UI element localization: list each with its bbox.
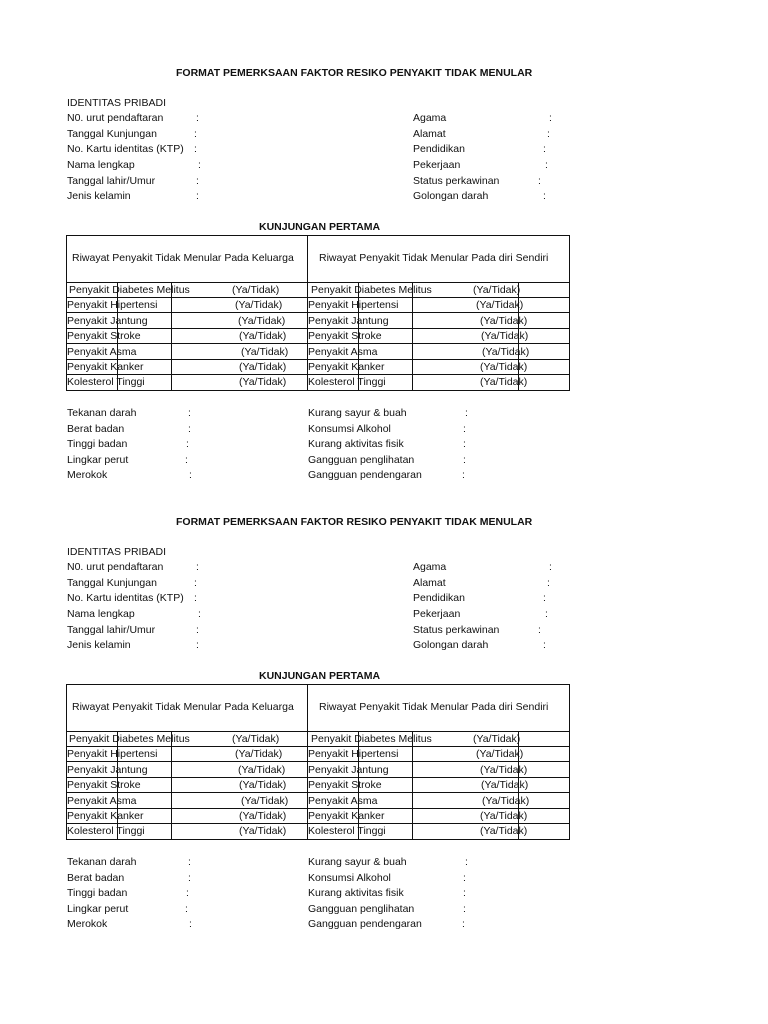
identity-right-label: Agama bbox=[413, 561, 447, 573]
measurement-right-label: Gangguan penglihatan bbox=[308, 454, 415, 466]
family-answer-option: (Ya/Tidak) bbox=[239, 825, 287, 837]
self-disease-label: Penyakit Stroke bbox=[308, 330, 382, 342]
identity-right-label: Status perkawinan bbox=[413, 624, 500, 636]
measurement-left-label: Tinggi badan bbox=[67, 887, 128, 899]
measurement-right-label: Konsumsi Alkohol bbox=[308, 872, 391, 884]
table-border bbox=[569, 235, 570, 391]
identity-left-label: Jenis kelamin bbox=[67, 639, 131, 651]
measurement-left-label: Tekanan darah bbox=[67, 407, 137, 419]
family-answer-option: (Ya/Tidak) bbox=[241, 795, 289, 807]
identity-right-colon: : bbox=[547, 128, 550, 140]
family-answer-option: (Ya/Tidak) bbox=[239, 779, 287, 791]
disease-history-table bbox=[66, 235, 570, 391]
table-divider bbox=[66, 777, 570, 778]
table-divider bbox=[66, 374, 570, 375]
measurement-left-colon: : bbox=[189, 918, 192, 930]
self-answer-option: (Ya/Tidak) bbox=[473, 733, 521, 745]
identity-right-label: Alamat bbox=[413, 577, 446, 589]
identity-left-label: Tanggal Kunjungan bbox=[67, 577, 157, 589]
measurement-right-label: Kurang aktivitas fisik bbox=[308, 438, 404, 450]
family-answer-option: (Ya/Tidak) bbox=[235, 748, 283, 760]
identity-right-label: Status perkawinan bbox=[413, 175, 500, 187]
self-answer-option: (Ya/Tidak) bbox=[480, 810, 528, 822]
family-disease-label: Penyakit Jantung bbox=[67, 315, 148, 327]
table-header-self: Riwayat Penyakit Tidak Menular Pada diri Sendiri bbox=[319, 252, 549, 264]
identity-right-colon: : bbox=[543, 639, 546, 651]
table-border bbox=[66, 684, 570, 685]
identity-right-colon: : bbox=[538, 175, 541, 187]
table-divider bbox=[66, 282, 570, 283]
measurement-left-label: Tekanan darah bbox=[67, 856, 137, 868]
identity-right-colon: : bbox=[543, 592, 546, 604]
measurement-left-colon: : bbox=[188, 872, 191, 884]
table-border bbox=[66, 839, 570, 840]
identity-right-label: Agama bbox=[413, 112, 447, 124]
measurement-left-colon: : bbox=[189, 469, 192, 481]
family-disease-label: Penyakit Asma bbox=[67, 795, 137, 807]
self-disease-label: Penyakit Jantung bbox=[308, 315, 389, 327]
identity-right-label: Pekerjaan bbox=[413, 608, 461, 620]
measurement-right-colon: : bbox=[465, 407, 468, 419]
table-divider bbox=[66, 731, 570, 732]
self-answer-option: (Ya/Tidak) bbox=[473, 284, 521, 296]
family-answer-option: (Ya/Tidak) bbox=[235, 299, 283, 311]
family-disease-label: Penyakit Hipertensi bbox=[67, 748, 158, 760]
family-disease-label: Penyakit Stroke bbox=[67, 330, 141, 342]
measurement-right-colon: : bbox=[463, 438, 466, 450]
table-divider bbox=[66, 343, 570, 344]
family-disease-label: Penyakit Kanker bbox=[67, 361, 144, 373]
measurement-left-colon: : bbox=[188, 856, 191, 868]
identity-left-colon: : bbox=[196, 639, 199, 651]
measurement-right-label: Kurang sayur & buah bbox=[308, 856, 407, 868]
family-answer-option: (Ya/Tidak) bbox=[239, 330, 287, 342]
identity-left-colon: : bbox=[194, 143, 197, 155]
self-answer-option: (Ya/Tidak) bbox=[480, 376, 528, 388]
self-answer-option: (Ya/Tidak) bbox=[476, 748, 524, 760]
measurement-left-label: Merokok bbox=[67, 918, 108, 930]
self-disease-label: Penyakit Diabetes Melitus bbox=[311, 284, 432, 296]
identity-heading: IDENTITAS PRIBADI bbox=[67, 546, 166, 558]
measurement-left-label: Lingkar perut bbox=[67, 454, 129, 466]
family-answer-option: (Ya/Tidak) bbox=[238, 315, 286, 327]
form-2 bbox=[0, 449, 768, 930]
form-1 bbox=[0, 0, 768, 481]
identity-right-colon: : bbox=[549, 112, 552, 124]
measurement-right-colon: : bbox=[463, 903, 466, 915]
self-answer-option: (Ya/Tidak) bbox=[480, 315, 528, 327]
self-disease-label: Penyakit Jantung bbox=[308, 764, 389, 776]
identity-right-label: Pendidikan bbox=[413, 143, 465, 155]
table-divider bbox=[171, 282, 172, 391]
measurement-right-label: Kurang aktivitas fisik bbox=[308, 887, 404, 899]
identity-left-label: Jenis kelamin bbox=[67, 190, 131, 202]
family-disease-label: Kolesterol Tinggi bbox=[67, 376, 145, 388]
identity-left-label: N0. urut pendaftaran bbox=[67, 561, 164, 573]
identity-left-colon: : bbox=[196, 624, 199, 636]
identity-left-colon: : bbox=[198, 608, 201, 620]
identity-left-colon: : bbox=[196, 112, 199, 124]
family-answer-option: (Ya/Tidak) bbox=[239, 810, 287, 822]
identity-right-colon: : bbox=[547, 577, 550, 589]
table-divider bbox=[66, 761, 570, 762]
measurement-right-colon: : bbox=[462, 918, 465, 930]
measurement-left-colon: : bbox=[188, 407, 191, 419]
identity-right-colon: : bbox=[549, 561, 552, 573]
identity-right-label: Pekerjaan bbox=[413, 159, 461, 171]
family-disease-label: Penyakit Asma bbox=[67, 346, 137, 358]
self-disease-label: Kolesterol Tinggi bbox=[308, 376, 386, 388]
measurement-left-colon: : bbox=[186, 887, 189, 899]
identity-right-colon: : bbox=[545, 159, 548, 171]
self-answer-option: (Ya/Tidak) bbox=[482, 346, 530, 358]
table-divider bbox=[66, 808, 570, 809]
identity-left-label: Tanggal lahir/Umur bbox=[67, 624, 156, 636]
identity-left-colon: : bbox=[196, 190, 199, 202]
table-divider bbox=[66, 312, 570, 313]
identity-right-colon: : bbox=[543, 143, 546, 155]
self-disease-label: Kolesterol Tinggi bbox=[308, 825, 386, 837]
measurement-right-label: Gangguan pendengaran bbox=[308, 469, 422, 481]
self-disease-label: Penyakit Kanker bbox=[308, 810, 385, 822]
form-title: FORMAT PEMERKSAAN FAKTOR RESIKO PENYAKIT TIDAK MENULAR bbox=[176, 516, 533, 528]
measurement-left-label: Berat badan bbox=[67, 423, 125, 435]
family-disease-label: Penyakit Kanker bbox=[67, 810, 144, 822]
identity-left-colon: : bbox=[196, 561, 199, 573]
measurement-right-colon: : bbox=[462, 469, 465, 481]
identity-left-label: Tanggal lahir/Umur bbox=[67, 175, 156, 187]
self-disease-label: Penyakit Hipertensi bbox=[308, 748, 399, 760]
measurement-right-label: Konsumsi Alkohol bbox=[308, 423, 391, 435]
self-answer-option: (Ya/Tidak) bbox=[480, 764, 528, 776]
family-disease-label: Penyakit Diabetes Melitus bbox=[69, 733, 190, 745]
family-disease-label: Penyakit Jantung bbox=[67, 764, 148, 776]
identity-right-colon: : bbox=[538, 624, 541, 636]
identity-left-colon: : bbox=[194, 592, 197, 604]
identity-right-colon: : bbox=[543, 190, 546, 202]
family-answer-option: (Ya/Tidak) bbox=[241, 346, 289, 358]
family-answer-option: (Ya/Tidak) bbox=[239, 361, 287, 373]
table-divider bbox=[412, 282, 413, 391]
self-disease-label: Penyakit Asma bbox=[308, 346, 378, 358]
identity-right-label: Golongan darah bbox=[413, 639, 489, 651]
self-disease-label: Penyakit Asma bbox=[308, 795, 378, 807]
family-answer-option: (Ya/Tidak) bbox=[239, 376, 287, 388]
self-answer-option: (Ya/Tidak) bbox=[482, 795, 530, 807]
self-answer-option: (Ya/Tidak) bbox=[476, 299, 524, 311]
self-disease-label: Penyakit Hipertensi bbox=[308, 299, 399, 311]
table-header-family: Riwayat Penyakit Tidak Menular Pada Keluarga bbox=[72, 701, 294, 713]
measurement-left-colon: : bbox=[185, 454, 188, 466]
table-divider bbox=[66, 746, 570, 747]
measurement-left-colon: : bbox=[188, 423, 191, 435]
family-disease-label: Kolesterol Tinggi bbox=[67, 825, 145, 837]
table-border bbox=[66, 390, 570, 391]
identity-left-label: N0. urut pendaftaran bbox=[67, 112, 164, 124]
table-divider bbox=[66, 359, 570, 360]
measurement-left-label: Merokok bbox=[67, 469, 108, 481]
self-answer-option: (Ya/Tidak) bbox=[480, 825, 528, 837]
table-border bbox=[569, 684, 570, 840]
identity-left-colon: : bbox=[194, 128, 197, 140]
identity-left-colon: : bbox=[194, 577, 197, 589]
visit-heading: KUNJUNGAN PERTAMA bbox=[259, 670, 381, 682]
table-divider bbox=[66, 792, 570, 793]
identity-left-label: Nama lengkap bbox=[67, 608, 135, 620]
disease-history-table bbox=[66, 684, 570, 840]
visit-heading: KUNJUNGAN PERTAMA bbox=[259, 221, 381, 233]
identity-right-label: Alamat bbox=[413, 128, 446, 140]
table-header-self: Riwayat Penyakit Tidak Menular Pada diri Sendiri bbox=[319, 701, 549, 713]
self-answer-option: (Ya/Tidak) bbox=[481, 779, 529, 791]
family-disease-label: Penyakit Hipertensi bbox=[67, 299, 158, 311]
family-disease-label: Penyakit Diabetes Melitus bbox=[69, 284, 190, 296]
measurement-left-colon: : bbox=[186, 438, 189, 450]
identity-left-label: No. Kartu identitas (KTP) bbox=[67, 592, 184, 604]
measurement-right-colon: : bbox=[463, 454, 466, 466]
self-disease-label: Penyakit Kanker bbox=[308, 361, 385, 373]
family-disease-label: Penyakit Stroke bbox=[67, 779, 141, 791]
identity-left-label: Tanggal Kunjungan bbox=[67, 128, 157, 140]
measurement-left-label: Lingkar perut bbox=[67, 903, 129, 915]
table-divider bbox=[171, 731, 172, 840]
table-divider bbox=[66, 823, 570, 824]
measurement-right-colon: : bbox=[463, 423, 466, 435]
table-divider bbox=[412, 731, 413, 840]
identity-right-label: Golongan darah bbox=[413, 190, 489, 202]
identity-left-colon: : bbox=[196, 175, 199, 187]
identity-heading: IDENTITAS PRIBADI bbox=[67, 97, 166, 109]
measurement-right-label: Gangguan pendengaran bbox=[308, 918, 422, 930]
measurement-right-label: Gangguan penglihatan bbox=[308, 903, 415, 915]
identity-right-colon: : bbox=[545, 608, 548, 620]
measurement-left-label: Berat badan bbox=[67, 872, 125, 884]
self-disease-label: Penyakit Stroke bbox=[308, 779, 382, 791]
self-disease-label: Penyakit Diabetes Melitus bbox=[311, 733, 432, 745]
family-answer-option: (Ya/Tidak) bbox=[238, 764, 286, 776]
table-border bbox=[66, 235, 570, 236]
identity-left-label: No. Kartu identitas (KTP) bbox=[67, 143, 184, 155]
self-answer-option: (Ya/Tidak) bbox=[480, 361, 528, 373]
identity-left-label: Nama lengkap bbox=[67, 159, 135, 171]
measurement-left-label: Tinggi badan bbox=[67, 438, 128, 450]
table-divider bbox=[66, 328, 570, 329]
family-answer-option: (Ya/Tidak) bbox=[232, 284, 280, 296]
self-answer-option: (Ya/Tidak) bbox=[481, 330, 529, 342]
measurement-right-colon: : bbox=[463, 887, 466, 899]
measurement-right-colon: : bbox=[465, 856, 468, 868]
table-divider bbox=[66, 297, 570, 298]
table-header-family: Riwayat Penyakit Tidak Menular Pada Keluarga bbox=[72, 252, 294, 264]
form-title: FORMAT PEMERKSAAN FAKTOR RESIKO PENYAKIT TIDAK MENULAR bbox=[176, 67, 533, 79]
family-answer-option: (Ya/Tidak) bbox=[232, 733, 280, 745]
measurement-right-label: Kurang sayur & buah bbox=[308, 407, 407, 419]
identity-left-colon: : bbox=[198, 159, 201, 171]
measurement-left-colon: : bbox=[185, 903, 188, 915]
measurement-right-colon: : bbox=[463, 872, 466, 884]
identity-right-label: Pendidikan bbox=[413, 592, 465, 604]
